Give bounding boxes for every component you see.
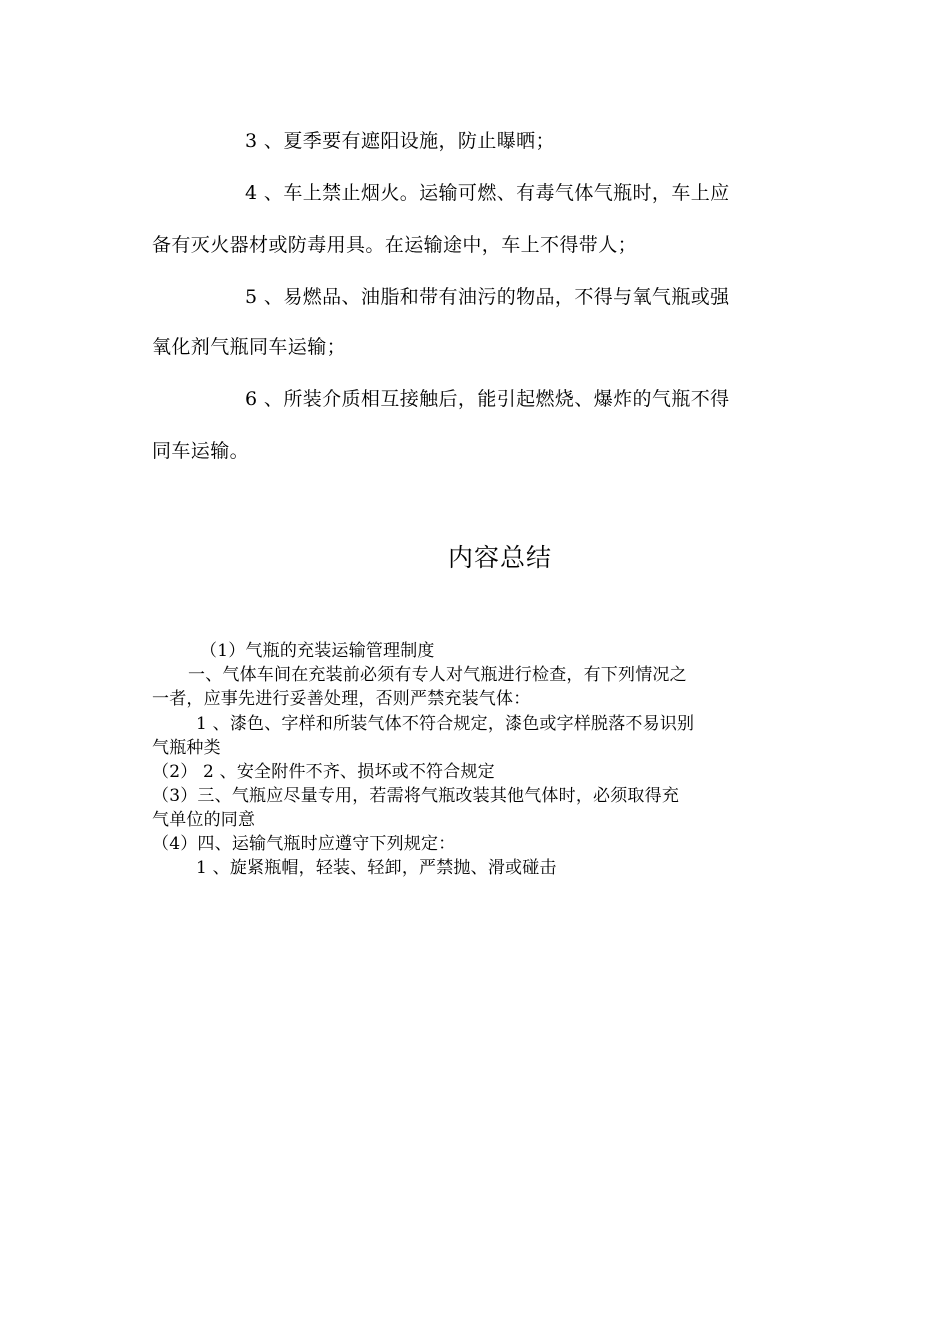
summary-line-4: 1 、漆色、字样和所装气体不符合规定，漆色或字样脱落不易识别 (196, 714, 695, 734)
summary-title: 内容总结 (448, 543, 553, 572)
rule-3-line-1: 3 、夏季要有遮阳设施，防止曝晒； (245, 130, 555, 152)
summary-line-5: 气瓶种类 (152, 738, 221, 758)
rule-4-line-1: 4 、车上禁止烟火。运输可燃、有毒气体气瓶时，车上应 (245, 182, 730, 204)
summary-line-1: （1）气瓶的充装运输管理制度 (200, 641, 435, 661)
rule-4-line-2: 备有灭火器材或防毒用具。在运输途中，车上不得带人； (152, 234, 638, 256)
summary-line-8: 气单位的同意 (152, 810, 256, 830)
summary-line-9: （4）四、运输气瓶时应遵守下列规定： (152, 834, 456, 854)
summary-line-3: 一者，应事先进行妥善处理，否则严禁充装气体： (152, 689, 531, 709)
summary-line-7: （3）三、气瓶应尽量专用，若需将气瓶改装其他气体时，必须取得充 (152, 786, 680, 806)
rule-5-line-2: 氧化剂气瓶同车运输； (152, 336, 347, 358)
summary-line-6: （2） 2 、安全附件不齐、损坏或不符合规定 (152, 762, 495, 782)
rule-6-line-2: 同车运输。 (152, 440, 250, 462)
summary-line-2: 一、气体车间在充装前必须有专人对气瓶进行检查，有下列情况之 (188, 665, 687, 685)
rule-5-line-1: 5 、易燃品、油脂和带有油污的物品，不得与氧气瓶或强 (245, 286, 730, 308)
rule-6-line-1: 6 、所装介质相互接触后，能引起燃烧、爆炸的气瓶不得 (245, 388, 730, 410)
summary-line-10: 1 、旋紧瓶帽，轻装、轻卸，严禁抛、滑或碰击 (196, 858, 557, 878)
